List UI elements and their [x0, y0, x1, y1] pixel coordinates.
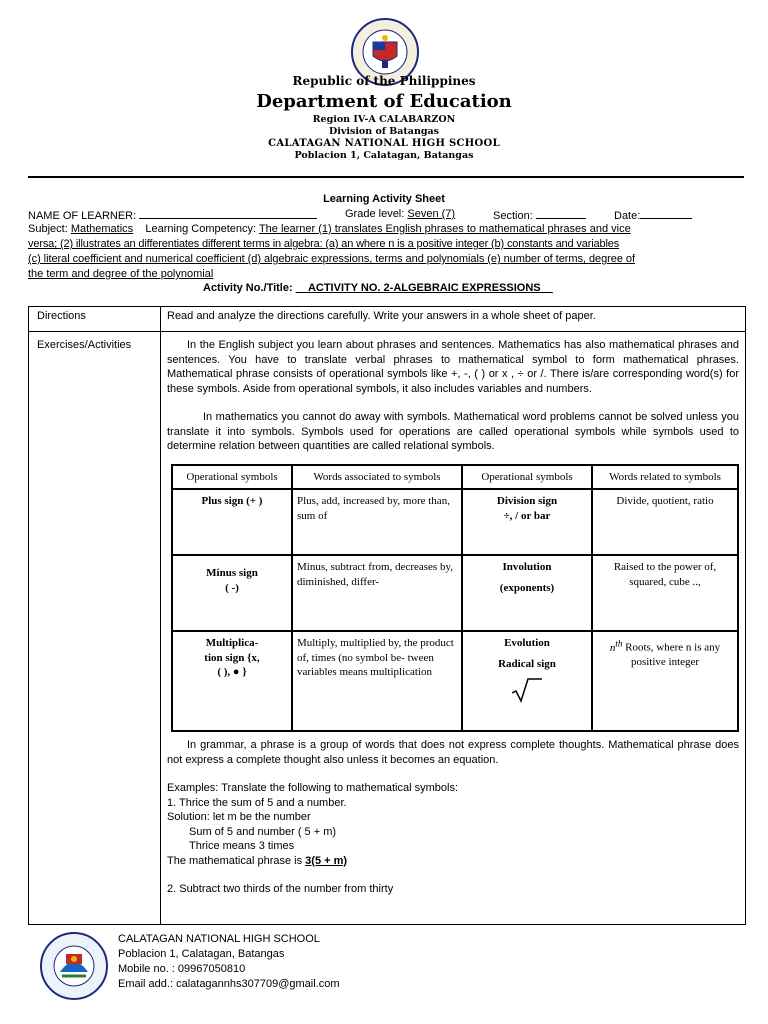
involution-label: Involution: [502, 561, 552, 573]
phrase-answer: 3(5 + m): [305, 854, 348, 867]
evolution-words-cell: [592, 631, 738, 731]
grade-level-field: [345, 207, 455, 222]
sheet-title: Learning Activity Sheet: [323, 193, 445, 205]
division-text: Division of Batangas: [329, 126, 439, 137]
subject-label: Subject:: [28, 223, 68, 235]
department-title: Department of Education: [256, 91, 512, 112]
footer-address: Poblacion 1, Calatagan, Batangas: [118, 948, 285, 960]
multiplication-symbols: ( ), ● }: [217, 666, 247, 678]
multiplication-label-1: Multiplica-: [205, 637, 259, 649]
examples-intro: Examples: Translate the following to mathematical symbols:: [167, 782, 459, 794]
footer-block: [118, 932, 340, 992]
school-address: Poblacion 1, Calatagan, Batangas: [294, 150, 474, 161]
symbols-row-plus: [172, 489, 738, 555]
learner-name-blank[interactable]: [139, 207, 317, 219]
competency-line-3: (c) literal coefficient and numerical coefficient (d) algebraic expressions, terms and polynomials (e) number of terms, degree of: [28, 253, 635, 265]
school-name: CALATAGAN NATIONAL HIGH SCHOOL: [268, 138, 500, 149]
symbols-row-minus: [172, 555, 738, 631]
symbols-header-row: [172, 465, 738, 490]
footer-mobile: Mobile no. : 09967050810: [118, 963, 246, 975]
division-sign-symbols: ÷, / or bar: [503, 509, 551, 522]
division-sign-label: Division sign: [496, 495, 558, 507]
radical-sign-icon: [510, 677, 544, 703]
header-divider: [28, 176, 744, 178]
section-label: Section:: [493, 210, 533, 222]
footer-email[interactable]: Email add.: calatagannhs307709@gmail.com: [118, 978, 340, 990]
evolution-words: Roots, where n is any positive integer: [625, 641, 721, 669]
exercises-label: Exercises/Activities: [29, 332, 161, 925]
competency-line-1: The learner (1) translates English phrases to mathematical phrases and vice: [258, 223, 631, 235]
directions-row: [29, 307, 746, 332]
example-1-sum: Sum of 5 and number ( 5 + m): [189, 825, 337, 838]
example-1-thrice: Thrice means 3 times: [189, 840, 295, 852]
exercises-paragraph-3: In grammar, a phrase is a group of words that does not express complete thoughts. Mathematical phrase does not express a complete thought also unless it becomes an equation.: [167, 739, 739, 766]
grade-level-value: Seven (7): [407, 208, 456, 220]
activity-value: __ACTIVITY NO. 2-ALGEBRAIC EXPRESSIONS__: [295, 282, 553, 294]
plus-words-cell: Plus, add, increased by, more than, sum of: [292, 489, 462, 555]
example-1: 1. Thrice the sum of 5 and a number.: [167, 796, 347, 809]
directions-text: Read and analyze the directions carefully. Write your answers in a whole sheet of paper.: [161, 307, 746, 332]
section-blank[interactable]: [536, 207, 586, 219]
minus-words-cell: Minus, subtract from, decreases by, diminished, differ-: [292, 555, 462, 631]
example-2: 2. Subtract two thirds of the number from thirty: [167, 883, 394, 895]
symbols-header-3: Operational symbols: [462, 465, 592, 490]
plus-sign-cell: Plus sign (+ ): [172, 489, 292, 555]
division-sign-cell: [462, 489, 592, 555]
exercises-paragraph-2: In mathematics you cannot do away with symbols. Mathematical word problems cannot be solved unless you translate it into symbols. Symbols used for operations are called operational symbols while symbols used to determine relation between quantities are called relational symbols.: [167, 411, 739, 452]
involution-cell: [462, 555, 592, 631]
involution-words-cell: Raised to the power of, squared, cube ..,: [592, 555, 738, 631]
nth-superscript: $n^{th}$: [609, 638, 623, 654]
symbols-table: [171, 464, 739, 733]
symbols-row-multiplication: [172, 631, 738, 731]
activity-label: Activity No./Title:: [203, 282, 293, 294]
exercises-row: [29, 332, 746, 925]
minus-sign-label: Minus sign: [206, 567, 258, 579]
symbols-header-1: Operational symbols: [172, 465, 292, 490]
date-label: Date:: [614, 210, 641, 222]
date-blank[interactable]: [640, 207, 692, 219]
footer-school: CALATAGAN NATIONAL HIGH SCHOOL: [118, 933, 320, 945]
radical-sign-label: Radical sign: [498, 657, 556, 670]
school-logo-icon: [40, 932, 108, 1000]
multiplication-label-2: tion sign {x,: [204, 651, 260, 664]
region-text: Region IV-A CALABARZON: [312, 114, 456, 125]
example-1-solution: Solution: let m be the number: [167, 811, 311, 823]
republic-text: Republic of the Philippines: [292, 74, 476, 88]
exercises-paragraph-1: In the English subject you learn about phrases and sentences. Mathematics has also mathematical phrases and sentences. You have to translate verbal phrases to mathematical symbol to form mathematical phrases. Mathematical phrase consists of operational symbols like +, -, ( ) or x , ÷ or /. There is/are corresponding word(s) for these symbols. Aside from operational symbols, it also includes variables and numbers.: [167, 339, 739, 395]
phrase-prefix: The mathematical phrase is: [167, 854, 306, 867]
subject-row: [28, 222, 631, 237]
multiplication-sign-cell: [172, 631, 292, 731]
multiplication-words-cell: Multiply, multiplied by, the product of, times (no symbol be- tween variables means multiplication: [292, 631, 462, 731]
evolution-label: Evolution: [504, 637, 550, 649]
minus-sign-cell: [172, 555, 292, 631]
competency-line-4: the term and degree of the polynomial: [28, 268, 214, 280]
symbols-header-2: Words associated to symbols: [292, 465, 462, 490]
minus-sign-symbol: ( -): [225, 581, 239, 594]
competency-line-2: versa; (2) illustrates an differentiates different terms in algebra: (a) an where n is a positive integer (b) constants and variables: [28, 238, 620, 250]
subject-value: Mathematics: [70, 223, 134, 235]
activity-table: [28, 306, 746, 925]
grade-level-label: Grade level:: [345, 208, 405, 220]
division-words-cell: Divide, quotient, ratio: [592, 489, 738, 555]
symbols-header-4: Words related to symbols: [592, 465, 738, 490]
evolution-cell: [462, 631, 592, 731]
learner-name-label: NAME OF LEARNER:: [28, 210, 137, 222]
exercises-content: [161, 332, 746, 925]
directions-label: Directions: [29, 307, 161, 332]
example-1-phrase: [167, 854, 739, 869]
activity-title-row: [203, 281, 553, 296]
involution-sub: (exponents): [499, 581, 555, 594]
competency-label: Learning Competency:: [145, 223, 257, 235]
